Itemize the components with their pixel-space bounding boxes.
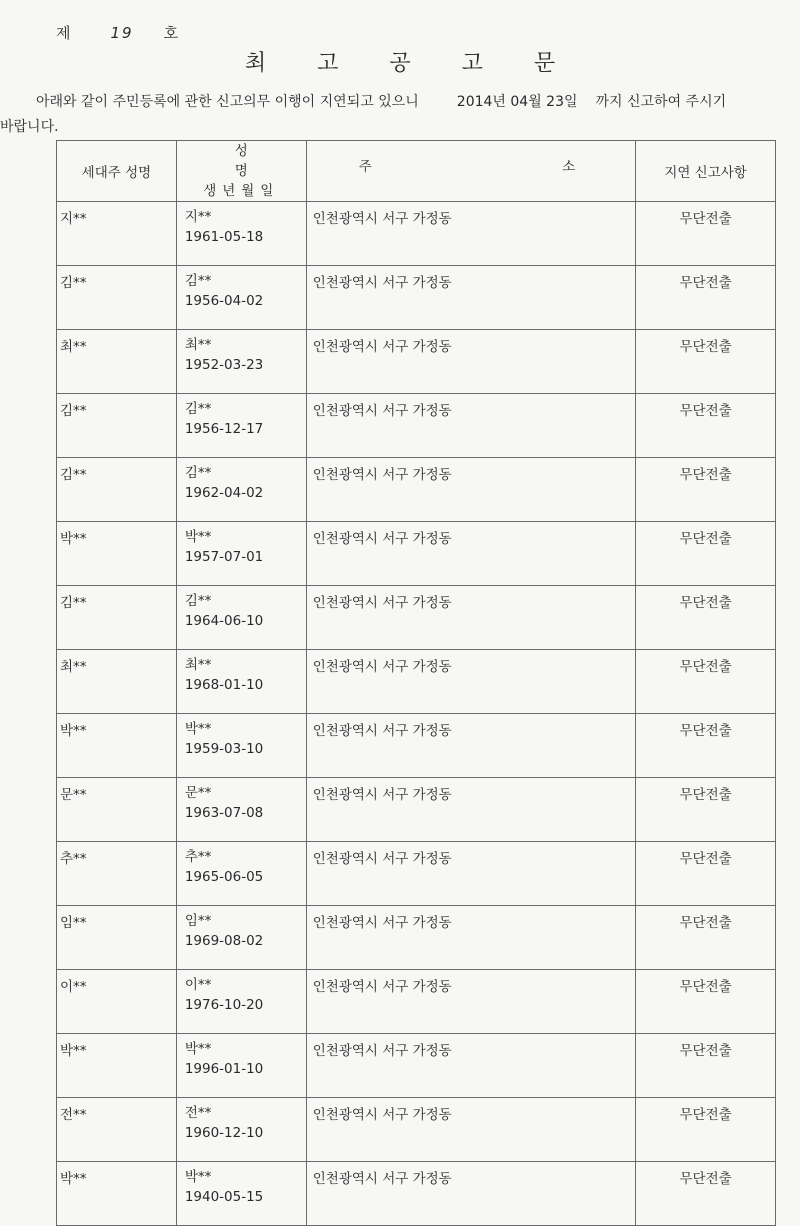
status-cell: 무단전출 (636, 266, 776, 330)
household-head-cell: 최** (57, 650, 177, 714)
status-cell: 무단전출 (636, 906, 776, 970)
table-row (57, 1162, 776, 1226)
notice-table (56, 140, 776, 1226)
name-birth-cell (176, 266, 306, 330)
birth-date: 1960-12-10 (184, 1125, 264, 1141)
person-name: 추** (184, 849, 212, 865)
table-row (57, 842, 776, 906)
table-row (57, 522, 776, 586)
person-name: 김** (184, 593, 212, 609)
status-cell: 무단전출 (636, 1162, 776, 1226)
birth-date: 1964-06-10 (184, 613, 264, 629)
household-head-cell: 임** (57, 906, 177, 970)
issue-prefix: 제 (56, 24, 73, 42)
header-name-birth (176, 141, 306, 202)
table-row (57, 330, 776, 394)
household-head-cell: 문** (57, 778, 177, 842)
table-header-row (57, 141, 776, 202)
person-name: 김** (184, 273, 212, 289)
name-birth-cell (176, 1034, 306, 1098)
table-row (57, 202, 776, 266)
household-head-cell: 김** (57, 266, 177, 330)
status-cell: 무단전출 (636, 394, 776, 458)
address-cell: 인천광역시 서구 가정동 (306, 266, 635, 330)
issue-number: 19 (110, 24, 134, 42)
address-cell: 인천광역시 서구 가정동 (306, 906, 635, 970)
person-name: 지** (184, 209, 212, 225)
issue-number-line (56, 22, 180, 43)
status-cell: 무단전출 (636, 1098, 776, 1162)
status-cell: 무단전출 (636, 202, 776, 266)
household-head-cell: 김** (57, 394, 177, 458)
intro-text-2: 까지 신고하여 주시기 (595, 94, 727, 110)
name-birth-cell (176, 1162, 306, 1226)
household-head-cell: 이** (57, 970, 177, 1034)
table-row (57, 586, 776, 650)
address-cell: 인천광역시 서구 가정동 (306, 394, 635, 458)
table-row (57, 778, 776, 842)
address-cell: 인천광역시 서구 가정동 (306, 586, 635, 650)
address-cell: 인천광역시 서구 가정동 (306, 714, 635, 778)
birth-date: 1963-07-08 (184, 805, 264, 821)
birth-date: 1961-05-18 (184, 229, 264, 245)
household-head-cell: 박** (57, 522, 177, 586)
name-birth-cell (176, 330, 306, 394)
birth-date: 1968-01-10 (184, 677, 264, 693)
person-name: 박** (184, 721, 212, 737)
person-name: 최** (184, 657, 212, 673)
household-head-cell: 추** (57, 842, 177, 906)
address-cell: 인천광역시 서구 가정동 (306, 650, 635, 714)
name-birth-cell (176, 970, 306, 1034)
status-cell: 무단전출 (636, 522, 776, 586)
status-cell: 무단전출 (636, 714, 776, 778)
birth-date: 1965-06-05 (184, 869, 264, 885)
name-birth-cell (176, 522, 306, 586)
status-cell: 무단전출 (636, 586, 776, 650)
household-head-cell: 김** (57, 586, 177, 650)
birth-date: 1957-07-01 (184, 549, 264, 565)
status-cell: 무단전출 (636, 778, 776, 842)
birth-date: 1976-10-20 (184, 997, 264, 1013)
intro-paragraph (0, 90, 792, 140)
person-name: 이** (184, 977, 212, 993)
birth-date: 1940-05-15 (184, 1189, 264, 1205)
status-cell: 무단전출 (636, 842, 776, 906)
table-row (57, 458, 776, 522)
address-cell: 인천광역시 서구 가정동 (306, 330, 635, 394)
person-name: 김** (184, 401, 212, 417)
person-name: 임** (184, 913, 212, 929)
header-household: 세대주 성명 (57, 141, 177, 202)
table-row (57, 970, 776, 1034)
household-head-cell: 박** (57, 714, 177, 778)
person-name: 전** (184, 1105, 212, 1121)
person-name: 김** (184, 465, 212, 481)
address-cell: 인천광역시 서구 가정동 (306, 1162, 635, 1226)
person-name: 박** (184, 529, 212, 545)
person-name: 문** (184, 785, 212, 801)
birth-date: 1959-03-10 (184, 741, 264, 757)
header-address-right: 소 (562, 159, 576, 175)
person-name: 박** (184, 1041, 212, 1057)
address-cell: 인천광역시 서구 가정동 (306, 458, 635, 522)
table-row (57, 906, 776, 970)
header-status: 지연 신고사항 (636, 141, 776, 202)
document-title: 최 고 공 고 문 (244, 51, 578, 76)
household-head-cell: 박** (57, 1034, 177, 1098)
name-birth-cell (176, 778, 306, 842)
birth-date: 1956-04-02 (184, 293, 264, 309)
issue-suffix: 호 (163, 24, 181, 42)
name-birth-cell (176, 394, 306, 458)
name-birth-cell (176, 714, 306, 778)
intro-text: 아래와 같이 주민등록에 관한 신고의무 이행이 지연되고 있으니 (36, 94, 419, 110)
table-row (57, 714, 776, 778)
status-cell: 무단전출 (636, 650, 776, 714)
name-birth-cell (176, 650, 306, 714)
name-birth-cell (176, 842, 306, 906)
table-row (57, 650, 776, 714)
address-cell: 인천광역시 서구 가정동 (306, 842, 635, 906)
person-name: 최** (184, 337, 212, 353)
household-head-cell: 최** (57, 330, 177, 394)
status-cell: 무단전출 (636, 330, 776, 394)
name-birth-cell (176, 202, 306, 266)
address-cell: 인천광역시 서구 가정동 (306, 970, 635, 1034)
header-address-left: 주 (358, 159, 372, 175)
household-head-cell: 김** (57, 458, 177, 522)
name-birth-cell (176, 1098, 306, 1162)
person-name: 박** (184, 1169, 212, 1185)
birth-date: 1969-08-02 (184, 933, 264, 949)
header-birth: 생년월일 (203, 183, 280, 199)
header-name: 성 명 (234, 143, 288, 179)
birth-date: 1952-03-23 (184, 357, 264, 373)
household-head-cell: 전** (57, 1098, 177, 1162)
household-head-cell: 박** (57, 1162, 177, 1226)
table-row (57, 266, 776, 330)
table-row (57, 1034, 776, 1098)
household-head-cell: 지** (57, 202, 177, 266)
status-cell: 무단전출 (636, 458, 776, 522)
address-cell: 인천광역시 서구 가정동 (306, 522, 635, 586)
birth-date: 1962-04-02 (184, 485, 264, 501)
birth-date: 1956-12-17 (184, 421, 264, 437)
birth-date: 1996-01-10 (184, 1061, 264, 1077)
address-cell: 인천광역시 서구 가정동 (306, 1098, 635, 1162)
table-row (57, 1098, 776, 1162)
deadline-date: 2014년 04월 23일 (456, 94, 578, 110)
intro-line-2: 바랍니다. (0, 119, 59, 135)
address-cell: 인천광역시 서구 가정동 (306, 1034, 635, 1098)
status-cell: 무단전출 (636, 1034, 776, 1098)
name-birth-cell (176, 458, 306, 522)
address-cell: 인천광역시 서구 가정동 (306, 202, 635, 266)
name-birth-cell (176, 586, 306, 650)
address-cell: 인천광역시 서구 가정동 (306, 778, 635, 842)
status-cell: 무단전출 (636, 970, 776, 1034)
name-birth-cell (176, 906, 306, 970)
table-row (57, 394, 776, 458)
header-address (306, 141, 635, 202)
